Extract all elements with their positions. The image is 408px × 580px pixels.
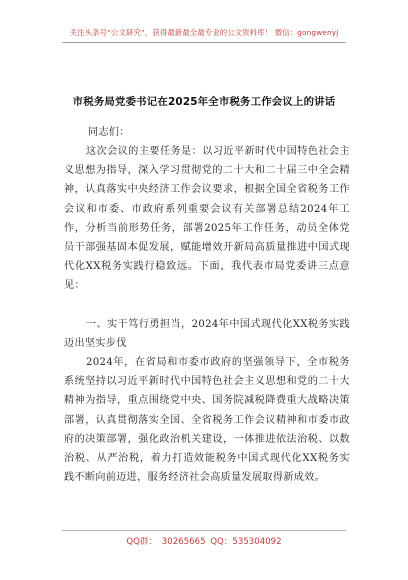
footer-contact: QQ群： 30265665 QQ：535304092	[126, 537, 282, 547]
footer-divider	[62, 530, 346, 531]
header-divider	[62, 42, 346, 43]
body-paragraph-1: 这次会议的主要任务是：以习近平新时代中国特色社会主义思想为指导，深入学习贯彻党的二十大和二十届三中全会精神，认真落实中央经济工作会议要求，根据全国全省税务工作会议和市委、市政府系列重要会议有关部署总结2024年工作，分析当前形势任务，部署2025年工作任务，动员全体党员干部强基固本促发展，赋能增效开新局高质量推进中国式现代化XX税务实践行稳致远。下面，我代表市局党委讲三点意见：	[64, 146, 350, 292]
section-heading-1: 一、实干笃行勇担当，2024年中国式现代化XX税务实践迈出坚实步伐	[64, 319, 350, 350]
header-banner: 关注头条号“公文研究”，获得最新最全最专业的公文资料库！ 微信：gongwenyj	[69, 28, 339, 37]
salutation: 同志们：	[88, 127, 130, 138]
document-title: 市税务局党委书记在2025年全市税务工作会议上的讲话	[72, 96, 336, 108]
body-paragraph-2: 2024年，在省局和市委市政府的坚强领导下，全市税务系统坚持以习近平新时代中国特色社会主义思想和党的二十大精神为指导，重点围绕党中央、国务院减税降费重大战略决策部署，认真贯彻落实全国、全省税务工作会议精神和市委市政府的决策部署，强化政治机关建设，一体推进依法治税、以数治税、从严治税，着力打造效能税务中国式现代化XX税务实践不断向前迈进，服务经济社会高质量发展取得新成效。	[64, 357, 350, 484]
